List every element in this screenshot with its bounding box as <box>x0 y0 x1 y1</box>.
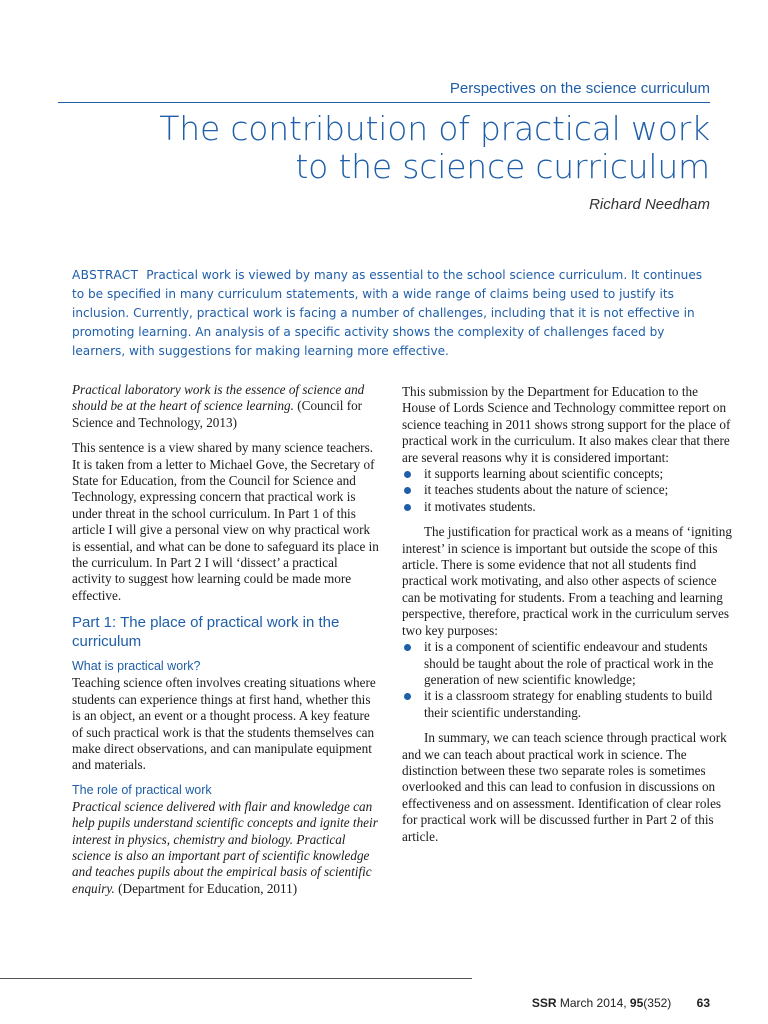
list-item: it is a classroom strategy for enabling students to build their scientific understanding. <box>402 688 732 721</box>
subheading-what-is-practical-work: What is practical work? <box>72 659 201 674</box>
role-quote-source: (Department for Education, 2011) <box>118 880 298 896</box>
bullet-icon <box>404 693 411 700</box>
footer-rule <box>0 978 472 979</box>
abstract-text: Practical work is viewed by many as essential to the school science curriculum. It continues to be specified in many curriculum statements, with a wide range of claims being used to justify its inclusion. Currently, practical work is facing a number of challenges, including that it is not effective in promoting learning. An analysis of a specific activity shows the complexity of challenges faced by learners, with suggestions for making learning more effective. <box>72 268 703 358</box>
quote-text: Practical laboratory work is the essence of science and should be at the heart of science learning. <box>72 382 365 414</box>
title-line-1: The contribution of practical work <box>159 109 710 148</box>
title-line-2: to the science curriculum <box>295 147 710 186</box>
reasons-list <box>402 466 732 515</box>
role-quote-text: Practical science delivered with flair and knowledge can help pupils understand scientific concepts and ignite their interest in physics, chemistry and biology. Practical science is also an important part of scientific knowledge and teaches pupils about the empirical basis of scientific enquiry. <box>72 798 378 896</box>
part1-heading: Part 1: The place of practical work in the curriculum <box>72 614 340 651</box>
header-rule <box>58 102 710 103</box>
purposes-list <box>402 639 732 721</box>
author-name: Richard Needham <box>589 196 710 213</box>
bullet-icon <box>404 471 411 478</box>
list-item: it teaches students about the nature of science; <box>402 482 732 498</box>
opening-quote <box>72 382 380 431</box>
issue-date: March 2014, <box>559 996 627 1010</box>
page-number: 63 <box>696 996 710 1010</box>
abstract <box>72 266 704 361</box>
journal-name: SSR <box>531 996 557 1010</box>
role-quote <box>72 799 380 897</box>
what-is-practical-work-paragraph: Teaching science often involves creating situations where students can experience things at first hand, whether this is an object, an event or a thought process. A key feature of such practical work is that the students themselves can make direct observations, and can manipulate equipment and materials. <box>72 675 376 773</box>
list-item: it supports learning about scientific concepts; <box>402 466 732 482</box>
abstract-label: ABSTRACT <box>72 268 139 282</box>
subheading-role-of-practical-work: The role of practical work <box>72 782 212 797</box>
justification-paragraph: The justification for practical work as a means of ‘igniting interest’ in science is important but outside the scope of this article. There is some evidence that not all students find practical work motivating, and also other aspects of science can be motivating for students. From a teaching and learning perspective, therefore, practical work in the curriculum serves two key purposes: <box>402 524 732 638</box>
bullet-icon <box>404 504 411 511</box>
list-item: it is a component of scientific endeavour and students should be taught about the role of practical work in the generation of new scientific knowledge; <box>402 639 732 688</box>
intro-paragraph: This sentence is a view shared by many science teachers. It is taken from a letter to Michael Gove, the Secretary of State for Education, from the Council for Science and Technology, expressing concern that practical work is under threat in the school curriculum. In Part 1 of this article I will give a personal view on why practical work is essential, and what can be done to safeguard its place in the curriculum. In Part 2 I will ‘dissect’ a practical activity to suggest how learning could be made more effective. <box>72 440 379 603</box>
right-column <box>402 384 732 845</box>
summary-paragraph: In summary, we can teach science through practical work and we can teach about practical work in science. The distinction between these two separate roles is sometimes overlooked and this can lead to confusion in discussions on effectiveness and on assessment. Identification of clear roles for practical work will be discussed further in Part 2 of this article. <box>402 730 727 844</box>
issue-number: (352) <box>643 996 672 1010</box>
volume-number: 95 <box>629 996 644 1010</box>
section-label: Perspectives on the science curriculum <box>449 80 710 97</box>
quote-source: (Council for Science and Technology, 2013) <box>72 398 363 430</box>
bullet-icon <box>404 644 411 651</box>
list-item: it motivates students. <box>402 499 732 515</box>
submission-paragraph: This submission by the Department for Education to the House of Lords Science and Technology committee report on science teaching in 2011 shows strong support for the place of practical work in the curriculum. It also makes clear that there are several reasons why it is considered important: <box>402 384 731 465</box>
bullet-icon <box>404 487 411 494</box>
left-column <box>72 382 380 897</box>
article-title <box>70 110 710 186</box>
page-footer <box>532 996 710 1010</box>
